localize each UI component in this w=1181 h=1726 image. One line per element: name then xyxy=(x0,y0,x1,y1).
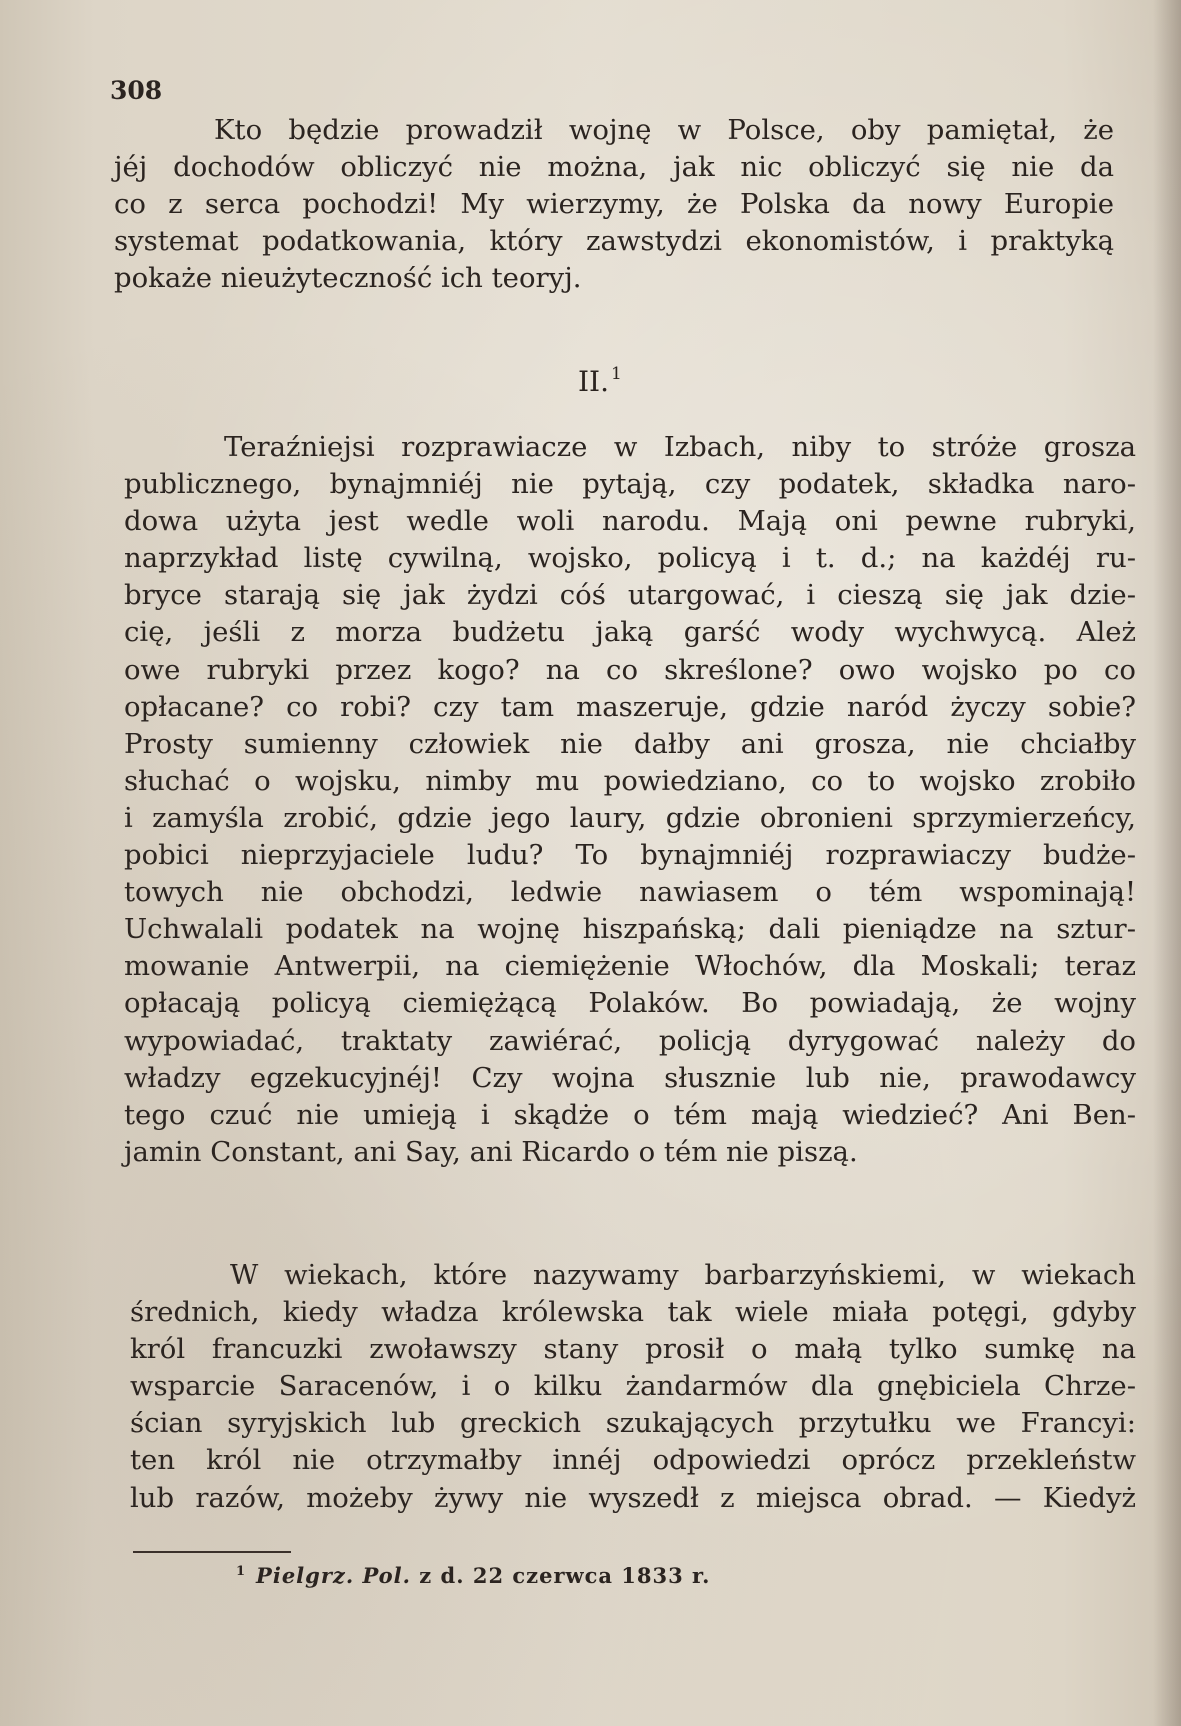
footnote-mark: 1 xyxy=(236,1564,247,1579)
page-edge-shadow xyxy=(1153,0,1181,1726)
text-line: i zamyśla zrobić, gdzie jego laury, gdzie obronieni sprzymierzeńcy, xyxy=(124,801,1136,834)
text-line: średnich, kiedy władza królewska tak wiele miała potęgi, gdyby xyxy=(130,1296,1136,1329)
footnote-source: Pielgrz. Pol. xyxy=(256,1563,411,1588)
text-line: władzy egzekucyjnéj! Czy wojna słusznie lub nie, prawodawcy xyxy=(124,1061,1136,1094)
text-line: opłacają policyą ciemiężącą Polaków. Bo powiadają, że wojny xyxy=(124,987,1136,1020)
text-line: opłacane? co robi? czy tam maszeruje, gdzie naród życzy sobie? xyxy=(124,690,1136,723)
paragraph-3 xyxy=(130,1257,1136,1517)
text-line: ścian syryjskich lub greckich szukających przytułku we Francyi: xyxy=(130,1407,1136,1440)
text-line: systemat podatkowania, który zawstydzi ekonomistów, i praktyką xyxy=(114,225,1114,258)
footnote-date: z d. 22 czerwca 1833 r. xyxy=(419,1563,711,1588)
text-line: owe rubryki przez kogo? na co skreślone? owo wojsko po co xyxy=(124,653,1136,686)
text-line: król francuzki zwoławszy stany prosił o małą tylko sumkę na xyxy=(130,1333,1136,1366)
text-line: Kto będzie prowadził wojnę w Polsce, oby pamiętał, że xyxy=(214,114,1114,146)
text-line: mowanie Antwerpii, na ciemiężenie Włochów, dla Moskali; teraz xyxy=(124,950,1136,983)
section-heading xyxy=(578,364,622,398)
text-line: Uchwalali podatek na wojnę hiszpańską; dali pieniądze na sztur- xyxy=(124,913,1136,946)
text-line: słuchać o wojsku, nimby mu powiedziano, co to wojsko zrobiło xyxy=(124,764,1136,797)
text-line: wypowiadać, traktaty zawiérać, policją dyrygować należy do xyxy=(124,1024,1136,1057)
section-number: II. xyxy=(578,365,610,398)
text-line: bryce starają się jak żydzi cóś utargować, i cieszą się jak dzie- xyxy=(124,579,1136,612)
text-line: co z serca pochodzi! My wierzymy, że Polska da nowy Europie xyxy=(114,188,1114,221)
text-line: cię, jeśli z morza budżetu jaką garść wody wychwycą. Ależ xyxy=(124,616,1136,649)
text-line: dowa użyta jest wedle woli narodu. Mają oni pewne rubryki, xyxy=(124,505,1136,538)
footnote xyxy=(236,1563,711,1588)
text-line: jamin Constant, ani Say, ani Ricardo o tém nie piszą. xyxy=(124,1135,858,1168)
text-line: publicznego, bynajmniéj nie pytają, czy podatek, składka naro- xyxy=(124,468,1136,501)
text-line: towych nie obchodzi, ledwie nawiasem o tém wspominają! xyxy=(124,876,1136,909)
paragraph-2 xyxy=(124,429,1136,1171)
paragraph-1 xyxy=(114,112,1114,297)
text-line: pobici nieprzyjaciele ludu? To bynajmniéj rozprawiaczy budże- xyxy=(124,839,1136,872)
text-line: tego czuć nie umieją i skądże o tém mają wiedzieć? Ani Ben- xyxy=(124,1098,1136,1131)
text-line: jéj dochodów obliczyć nie można, jak nic obliczyć się nie da xyxy=(114,151,1114,184)
text-line: wsparcie Saracenów, i o kilku żandarmów dla gnębiciela Chrze- xyxy=(130,1370,1136,1403)
text-line: Prosty sumienny człowiek nie dałby ani grosza, nie chciałby xyxy=(124,727,1136,760)
footnote-divider xyxy=(133,1551,291,1553)
text-line: Teraźniejsi rozprawiacze w Izbach, niby to stróże grosza xyxy=(224,431,1136,463)
text-line: naprzykład listę cywilną, wojsko, policyą i t. d.; na każdéj ru- xyxy=(124,542,1136,575)
text-line: W wiekach, które nazywamy barbarzyńskiemi, w wiekach xyxy=(230,1259,1136,1291)
text-line: ten król nie otrzymałby innéj odpowiedzi oprócz przekleństw xyxy=(130,1444,1136,1477)
page-number: 308 xyxy=(110,76,163,105)
text-line: lub razów, możeby żywy nie wyszedł z miejsca obrad. — Kiedyż xyxy=(130,1481,1136,1514)
footnote-reference: 1 xyxy=(611,364,622,384)
text-line: pokaże nieużyteczność ich teoryj. xyxy=(114,262,582,295)
